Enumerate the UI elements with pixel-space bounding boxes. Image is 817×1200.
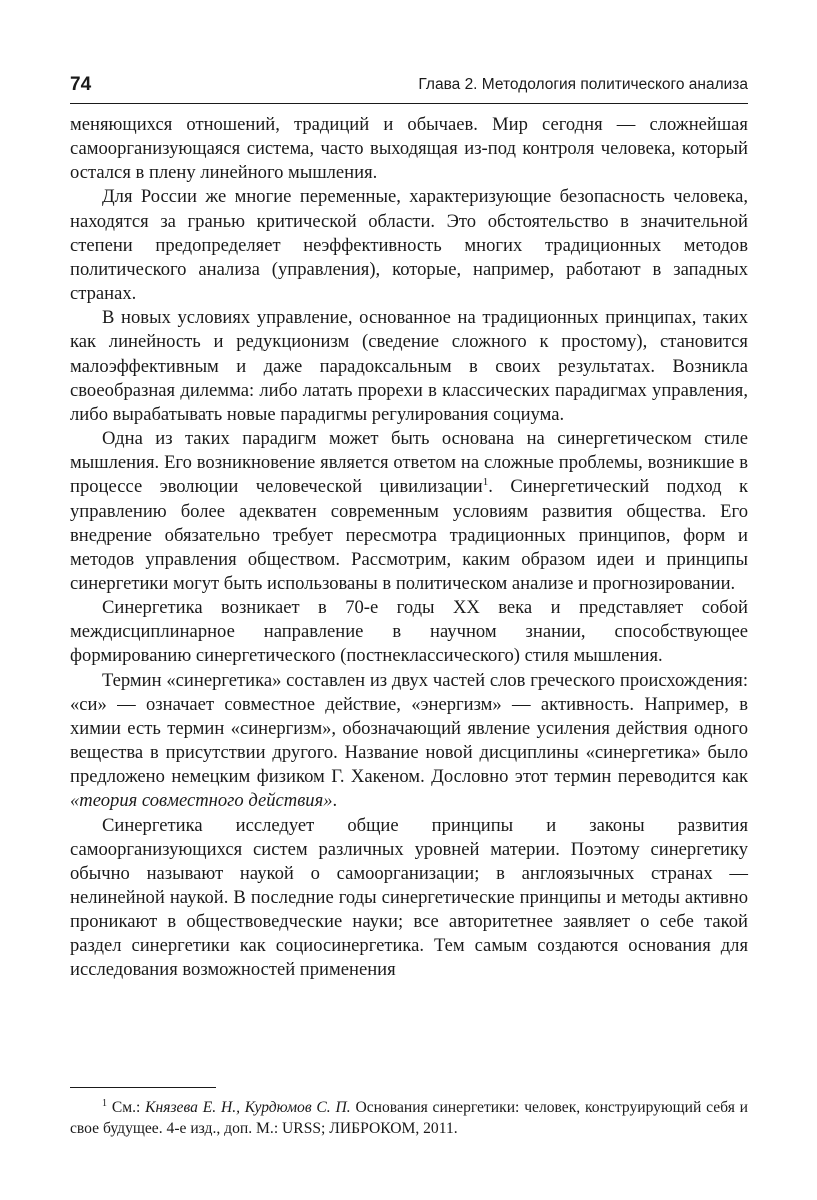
footnote-prefix: См.:: [111, 1099, 146, 1116]
footnote-rule: [70, 1087, 216, 1088]
paragraph-6-text-after: .: [332, 790, 338, 812]
paragraph-3: В новых условиях управление, основанное на традиционных принципах, таких как линейность и редукционизм (сведение сложного к простому), становится малоэффективным и даже парадоксальным в своих результатах. Возникла своеобразная дилемма: либо латать прорехи в классических парадигмах управления, либо вырабатывать новые парадигмы регулирования социума.: [70, 307, 748, 425]
book-page: [70, 0, 748, 1200]
footnote-authors: Князева Е. Н., Курдюмов С. П.: [145, 1099, 351, 1116]
running-head: Глава 2. Методология политического анализа: [418, 76, 748, 93]
paragraph-7: Синергетика исследует общие принципы и законы развития самоорганизующихся систем различных уровней материи. Поэтому синергетику обычно называют наукой о самоорганизации; в англоязычных странах — нелинейной наукой. В последние годы синергетические принципы и методы активно проникают в обществоведческие науки; все авторитетнее заявляет о себе такой раздел синергетики как социосинергетика. Тем самым создаются основания для исследования возможностей применения: [70, 814, 748, 981]
footnote-reference: 1: [482, 476, 489, 489]
body-text: [70, 113, 748, 983]
paragraph-6-text-before: Термин «синергетика» составлен из двух частей слов греческого происхождения: «си» — означает совместное действие, «энергизм» — активность. Например, в химии есть термин «синергизм», обозначающий явление усиления действия одного вещества в присутствии другого. Название новой дисциплины «синергетика» было предложено немецким физиком Г. Хакеном. Дословно этот термин переводится как: [70, 669, 748, 788]
paragraph-6-emphasis: «теория совместного действия»: [70, 790, 333, 812]
paragraph-6: [70, 669, 748, 814]
footnote-marker: 1: [102, 1097, 107, 1109]
paragraph-4: [70, 427, 748, 596]
footnote-rest: Основания синергетики: человек, конструирующий себя и свое будущее. 4-е изд., доп. М.: URSS; ЛИБРОКОМ, 2011.: [70, 1099, 749, 1137]
page-header: [70, 74, 748, 100]
footnote: [70, 1097, 748, 1139]
paragraph-2: Для России же многие переменные, характеризующие безопасность человека, находятся за гранью критической области. Это обстоятельство в значительной степени предопределяет неэффективность многих традиционных методов политического анализа (управления), которые, например, работают в западных странах.: [70, 186, 748, 305]
page-number: 74: [70, 74, 92, 95]
paragraph-1: меняющихся отношений, традиций и обычаев. Мир сегодня — сложнейшая самоорганизующаяся система, часто выходящая из-под контроля человека, который остался в плену линейного мышления.: [70, 114, 748, 184]
header-rule: [70, 103, 748, 104]
paragraph-4-text-after: . Синергетический подход к управлению более адекватен современным условиям развития общества. Его внедрение обязательно требует пересмотра традиционных принципов, форм и методов управления обществом. Рассмотрим, каким образом идеи и принципы синергетики могут быть использованы в политическом анализе и прогнозировании.: [70, 476, 748, 594]
paragraph-4-text-before: Одна из таких парадигм может быть основана на синергетическом стиле мышления. Его возникновение является ответом на сложные проблемы, возникшие в процессе эволюции человеческой цивилизации: [70, 428, 748, 498]
paragraph-5: Синергетика возникает в 70-е годы XX века и представляет собой междисциплинарное направление в научном знании, способствующее формированию синергетического (постнеклассического) стиля мышления.: [70, 597, 748, 667]
